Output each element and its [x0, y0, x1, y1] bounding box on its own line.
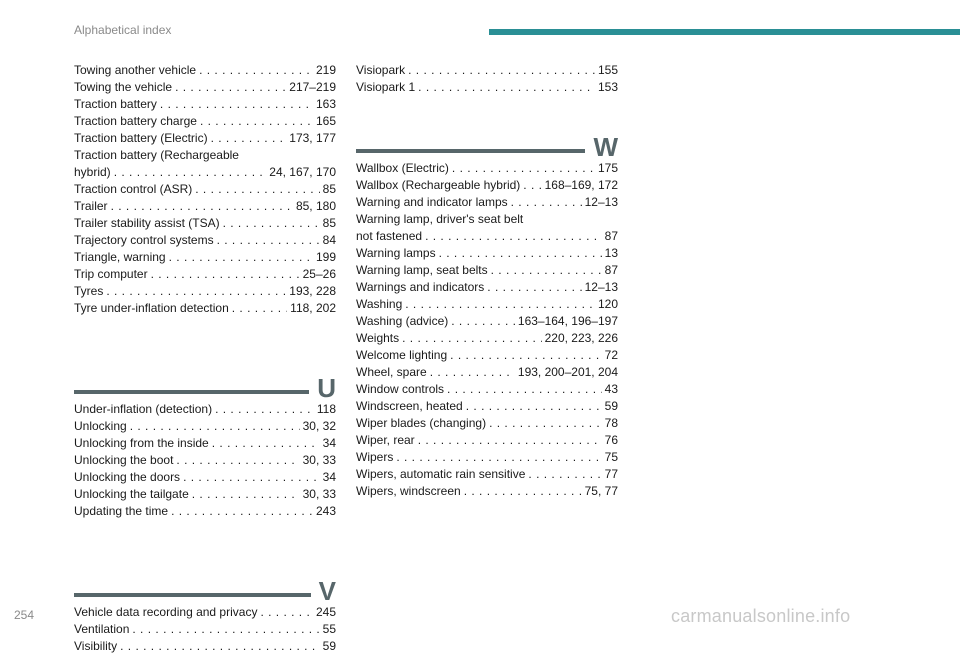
- index-entry-page: 34: [322, 470, 336, 484]
- index-entry-page: 118: [316, 402, 336, 416]
- index-entry-page: 30, 33: [302, 453, 336, 467]
- index-entry-page: 77: [604, 467, 618, 481]
- index-entry-page: 85, 180: [295, 199, 336, 213]
- leader-dots: [120, 638, 320, 655]
- index-entry-label: Washing (advice): [356, 314, 449, 328]
- leader-dots: [132, 621, 319, 638]
- index-entry: [74, 486, 336, 503]
- watermark: carmanualsonline.info: [671, 606, 851, 626]
- leader-dots: [175, 79, 286, 96]
- section-letter: V: [318, 576, 336, 606]
- t-entries-2: [74, 181, 336, 317]
- index-entry: [74, 164, 336, 181]
- leader-dots: [489, 415, 602, 432]
- index-entry: [356, 160, 618, 177]
- index-entry: [74, 130, 336, 147]
- index-entry-label: Warning lamp, driver's seat belt: [356, 212, 524, 226]
- index-entry-label: Vehicle data recording and privacy: [74, 605, 258, 619]
- index-entry: [356, 177, 618, 194]
- leader-dots: [450, 347, 601, 364]
- leader-dots: [232, 300, 287, 317]
- index-entry-label: Unlocking the boot: [74, 453, 174, 467]
- index-entry-label: Warning lamp, seat belts: [356, 263, 488, 277]
- index-entry: [356, 381, 618, 398]
- leader-dots: [212, 435, 320, 452]
- index-entry-label: Traction battery: [74, 97, 157, 111]
- index-entry-page: 219: [315, 63, 336, 77]
- leader-dots: [211, 130, 287, 147]
- index-entry: [74, 79, 336, 96]
- index-entry-label: Washing: [356, 297, 403, 311]
- leader-dots: [452, 160, 595, 177]
- index-column-left: [74, 62, 336, 655]
- leader-dots: [418, 79, 595, 96]
- index-entry: [74, 435, 336, 452]
- w-entries-2: [356, 245, 618, 500]
- index-entry: [356, 194, 618, 211]
- leader-dots: [487, 279, 581, 296]
- index-entry-label: Wipers, automatic rain sensitive: [356, 467, 526, 481]
- leader-dots: [466, 398, 602, 415]
- leader-dots: [464, 483, 582, 500]
- index-entry: [74, 249, 336, 266]
- index-entry-page: 118, 202: [290, 301, 336, 315]
- index-entry-page: 85: [322, 182, 336, 196]
- index-entry-label: Unlocking: [74, 419, 127, 433]
- leader-dots: [192, 486, 300, 503]
- index-entry-page: 30, 33: [302, 487, 336, 501]
- index-entry: [74, 113, 336, 130]
- index-entry: [74, 638, 336, 655]
- index-entry: [356, 415, 618, 432]
- index-entry-page: 34: [322, 436, 336, 450]
- index-entry: [74, 215, 336, 232]
- section-letter: U: [317, 373, 336, 403]
- index-entry-page: 217–219: [289, 80, 336, 94]
- v-entries: [74, 604, 336, 655]
- leader-dots: [151, 266, 300, 283]
- index-entry-page: 163–164, 196–197: [517, 314, 618, 328]
- leader-dots: [491, 262, 602, 279]
- section-letter: W: [593, 132, 618, 162]
- index-entry-page: 72: [604, 348, 618, 362]
- page-header-title: Alphabetical index: [74, 23, 172, 37]
- leader-dots: [114, 164, 267, 181]
- section-rule: [356, 149, 585, 153]
- index-entry: [356, 79, 618, 96]
- index-entry-label: Traction battery (Electric): [74, 131, 208, 145]
- section-rule: [74, 390, 309, 394]
- w-entries: [356, 160, 618, 211]
- leader-dots: [511, 194, 582, 211]
- section-heading-u: [74, 347, 336, 401]
- index-entry-label: Unlocking from the inside: [74, 436, 209, 450]
- index-entry-label: Wheel, spare: [356, 365, 427, 379]
- index-entry-page: 87: [604, 229, 618, 243]
- leader-dots: [106, 283, 286, 300]
- index-entry-label: Warning and indicator lamps: [356, 195, 508, 209]
- index-entry-page: 193, 200–201, 204: [517, 365, 618, 379]
- index-entry: [356, 245, 618, 262]
- index-entry-page: 78: [604, 416, 618, 430]
- index-entry-page: 24, 167, 170: [269, 165, 336, 179]
- index-entry-page: 245: [315, 605, 336, 619]
- index-entry-label: Traction control (ASR): [74, 182, 193, 196]
- index-entry-label: Tyres: [74, 284, 104, 298]
- index-entry-label: Trajectory control systems: [74, 233, 214, 247]
- index-entry: [74, 198, 336, 215]
- index-entry-page: 85: [322, 216, 336, 230]
- index-entry-label: Tyre under-inflation detection: [74, 301, 229, 315]
- index-entry: [74, 418, 336, 435]
- leader-dots: [451, 313, 515, 330]
- leader-dots: [425, 228, 602, 245]
- leader-dots: [528, 466, 601, 483]
- leader-dots: [260, 604, 313, 621]
- leader-dots: [439, 245, 602, 262]
- index-entry-page: 87: [604, 263, 618, 277]
- v-entries-cont: [356, 62, 618, 96]
- section-rule: [74, 593, 311, 597]
- index-entry-label: Towing the vehicle: [74, 80, 173, 94]
- index-entry-label: Towing another vehicle: [74, 63, 197, 77]
- index-entry: [74, 469, 336, 486]
- leader-dots: [130, 418, 300, 435]
- index-entry-label: Wipers: [356, 450, 394, 464]
- leader-dots: [418, 432, 602, 449]
- index-column-right: [356, 62, 618, 500]
- section-heading-w: [356, 106, 618, 160]
- index-entry-page: 25–26: [302, 267, 336, 281]
- index-entry-label: Wallbox (Rechargeable hybrid): [356, 178, 521, 192]
- index-entry: [74, 283, 336, 300]
- t-entries: [74, 62, 336, 147]
- index-entry: [74, 503, 336, 520]
- leader-dots: [183, 469, 320, 486]
- index-entry: [74, 300, 336, 317]
- index-entry-label: Visiopark 1: [356, 80, 416, 94]
- index-entry: [74, 452, 336, 469]
- leader-dots: [160, 96, 313, 113]
- index-entry: [74, 621, 336, 638]
- index-entry-label: Unlocking the tailgate: [74, 487, 189, 501]
- leader-dots: [176, 452, 299, 469]
- leader-dots: [171, 503, 313, 520]
- index-entry-page: 155: [597, 63, 618, 77]
- leader-dots: [215, 401, 314, 418]
- index-entry: [356, 62, 618, 79]
- index-entry-label: Wiper, rear: [356, 433, 415, 447]
- index-entry-label: Trip computer: [74, 267, 148, 281]
- index-entry-label: Traction battery charge: [74, 114, 197, 128]
- index-entry: [74, 604, 336, 621]
- index-entry-page: 55: [322, 622, 336, 636]
- leader-dots: [199, 62, 313, 79]
- index-entry: [74, 232, 336, 249]
- index-entry: [356, 364, 618, 381]
- index-entry-page: 43: [604, 382, 618, 396]
- index-entry: [356, 279, 618, 296]
- section-heading-v: [74, 550, 336, 604]
- index-entry-page: 175: [597, 161, 618, 175]
- index-entry-page: 220, 223, 226: [544, 331, 618, 345]
- index-entry: [356, 347, 618, 364]
- index-entry: [356, 398, 618, 415]
- index-entry-label: Weights: [356, 331, 400, 345]
- index-entry: [356, 483, 618, 500]
- index-entry-page: 163: [315, 97, 336, 111]
- index-entry: [74, 96, 336, 113]
- index-entry: [74, 266, 336, 283]
- index-entry-page: 173, 177: [289, 131, 336, 145]
- index-entry-page: 120: [597, 297, 618, 311]
- index-entry-label: not fastened: [356, 229, 423, 243]
- leader-dots: [195, 181, 319, 198]
- index-entry-label: Under-inflation (detection): [74, 402, 213, 416]
- index-entry: [356, 432, 618, 449]
- index-entry: [74, 181, 336, 198]
- index-entry-page: 76: [604, 433, 618, 447]
- index-entry-page: 59: [322, 639, 336, 653]
- index-entry-label: Welcome lighting: [356, 348, 448, 362]
- leader-dots: [405, 296, 595, 313]
- index-entry-page: 30, 32: [302, 419, 336, 433]
- index-entry-label: Visiopark: [356, 63, 406, 77]
- index-entry: [356, 262, 618, 279]
- index-entry: [356, 466, 618, 483]
- index-entry-page: 75: [604, 450, 618, 464]
- index-entry-label: Visibility: [74, 639, 118, 653]
- index-entry-label: Ventilation: [74, 622, 130, 636]
- index-entry-label: Wipers, windscreen: [356, 484, 461, 498]
- index-entry: [356, 296, 618, 313]
- index-entry-page: 168–169, 172: [544, 178, 618, 192]
- index-entry-page: 75, 77: [584, 484, 618, 498]
- index-entry-label: hybrid): [74, 165, 111, 179]
- index-entry: [356, 330, 618, 347]
- page-number: 254: [14, 608, 35, 622]
- index-entry-label: Trailer stability assist (TSA): [74, 216, 220, 230]
- index-entry-label: Windscreen, heated: [356, 399, 463, 413]
- leader-dots: [523, 177, 541, 194]
- index-entry-page: 59: [604, 399, 618, 413]
- index-entry-page: 13: [604, 246, 618, 260]
- u-entries: [74, 401, 336, 520]
- index-entry-label: Updating the time: [74, 504, 169, 518]
- index-entry-label: Unlocking the doors: [74, 470, 181, 484]
- index-entry: [74, 62, 336, 79]
- leader-dots: [217, 232, 320, 249]
- index-entry-page: 193, 228: [289, 284, 336, 298]
- leader-dots: [408, 62, 595, 79]
- leader-dots: [447, 381, 602, 398]
- index-entry-label: Trailer: [74, 199, 108, 213]
- index-entry-page: 12–13: [584, 280, 618, 294]
- leader-dots: [200, 113, 313, 130]
- index-entry-label: Window controls: [356, 382, 445, 396]
- leader-dots: [111, 198, 293, 215]
- index-entry-label: Wallbox (Electric): [356, 161, 449, 175]
- header-accent-bar: [489, 29, 960, 35]
- index-entry: [74, 401, 336, 418]
- index-entry-label: Warnings and indicators: [356, 280, 485, 294]
- index-entry-label: Triangle, warning: [74, 250, 166, 264]
- index-entry-page: 84: [322, 233, 336, 247]
- index-entry-page: 153: [597, 80, 618, 94]
- index-entry-page: 199: [315, 250, 336, 264]
- leader-dots: [396, 449, 601, 466]
- index-entry: [356, 449, 618, 466]
- index-entry: [356, 313, 618, 330]
- index-entry-page: 243: [315, 504, 336, 518]
- leader-dots: [402, 330, 541, 347]
- index-entry-label: Wiper blades (changing): [356, 416, 487, 430]
- index-entry-page: 165: [315, 114, 336, 128]
- index-entry-label: Traction battery (Rechargeable: [74, 148, 239, 162]
- index-entry-page: 12–13: [584, 195, 618, 209]
- leader-dots: [169, 249, 313, 266]
- index-entry-label: Warning lamps: [356, 246, 436, 260]
- leader-dots: [223, 215, 320, 232]
- leader-dots: [430, 364, 515, 381]
- index-entry: [356, 228, 618, 245]
